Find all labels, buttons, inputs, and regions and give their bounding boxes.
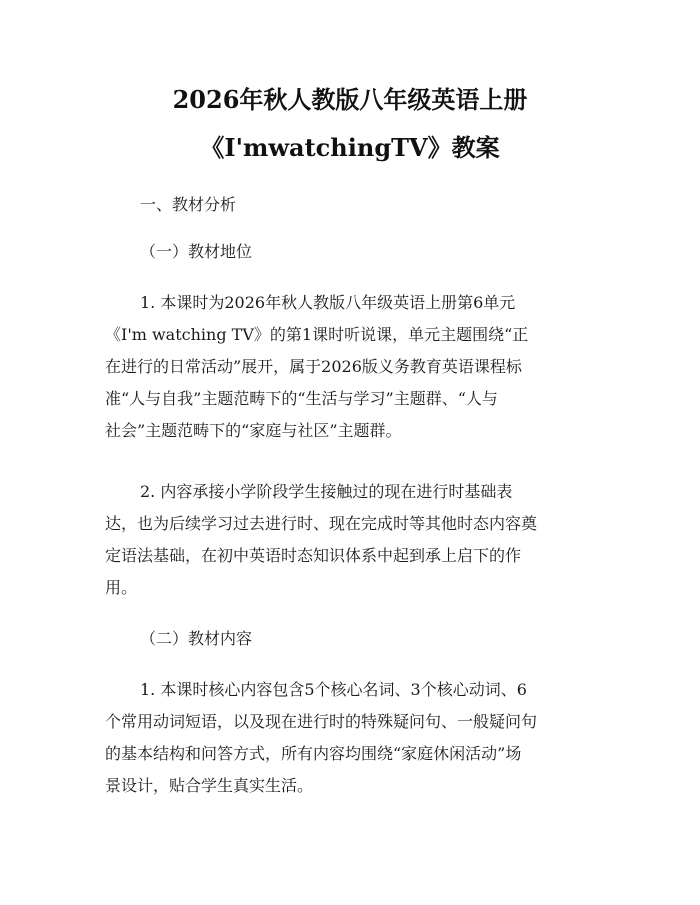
document-title-line-2: 《I'mwatchingTV》教案 [200,133,500,162]
paragraph-line: 准“人与自我”主题范畴下的“生活与学习”主题群、“人与 [105,389,498,408]
paragraph-line: 《I'm watching TV》的第1课时听说课，单元主题围绕“正 [105,325,529,344]
paragraph-line: 景设计，贴合学生真实生活。 [105,776,314,795]
paragraph-line: 定语法基础，在初中英语时态知识体系中起到承上启下的作 [105,546,522,565]
subsection-heading-textbook-content: （二）教材内容 [140,629,253,648]
document-title-line-1: 2026年秋人教版八年级英语上册 [172,85,528,114]
paragraph-line: 在进行的日常活动”展开，属于2026版义务教育英语课程标 [105,357,522,376]
paragraph-line: 1. 本课时为2026年秋人教版八年级英语上册第6单元 [140,293,516,312]
paragraph-line: 2. 内容承接小学阶段学生接触过的现在进行时基础表 [140,482,513,501]
paragraph-1 [105,287,600,447]
paragraph-line: 社会”主题范畴下的“家庭与社区”主题群。 [105,421,402,440]
paragraph-line: 达，也为后续学习过去进行时、现在完成时等其他时态内容奠 [105,514,538,533]
paragraph-2 [105,476,600,604]
paragraph-line: 用。 [105,578,138,597]
paragraph-line: 个常用动词短语，以及现在进行时的特殊疑问句、一般疑问句 [105,712,538,731]
section-heading-textbook-analysis: 一、教材分析 [140,195,237,214]
paragraph-line: 的基本结构和问答方式，所有内容均围绕“家庭休闲活动”场 [105,744,522,763]
subsection-heading-textbook-position: （一）教材地位 [140,242,253,261]
paragraph-line: 1. 本课时核心内容包含5个核心名词、3个核心动词、6 [140,680,527,699]
paragraph-3 [105,674,600,802]
